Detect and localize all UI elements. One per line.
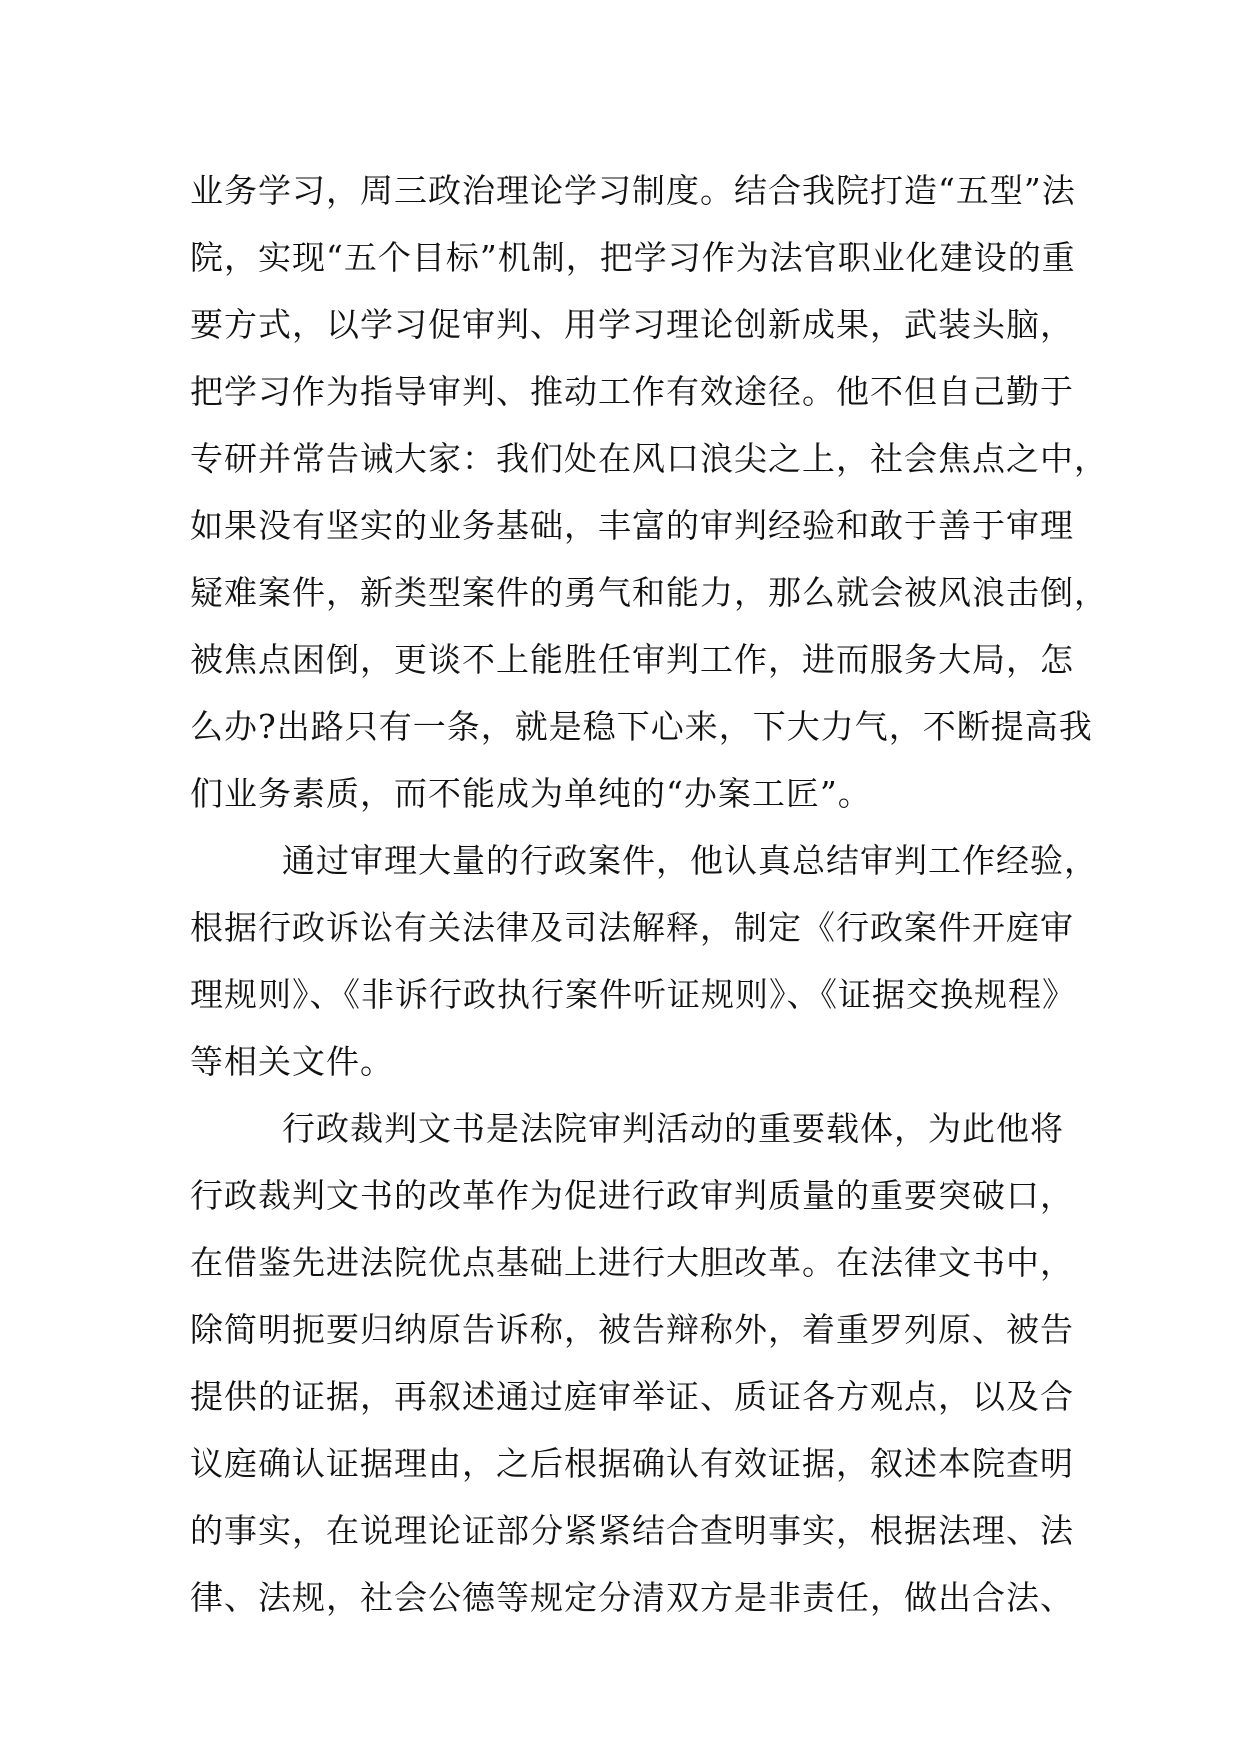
text-line-7: 疑难案件，新类型案件的勇气和能力，那么就会被风浪击倒， bbox=[190, 573, 1108, 612]
text-line-5: 专研并常告诫大家：我们处在风口浪尖之上，社会焦点之中， bbox=[190, 439, 1108, 478]
text-line-3: 要方式，以学习促审判、用学习理论创新成果，武装头脑， bbox=[190, 305, 1074, 344]
text-line-11: 通过审理大量的行政案件，他认真总结审判工作经验， bbox=[282, 841, 1098, 880]
text-line-15: 行政裁判文书是法院审判活动的重要载体，为此他将 bbox=[282, 1109, 1064, 1148]
text-line-9: 么办?出路只有一条，就是稳下心来，下大力气，不断提高我 bbox=[190, 707, 1093, 746]
text-line-10: 们业务素质，而不能成为单纯的“办案工匠”。 bbox=[190, 774, 872, 813]
text-line-19: 提供的证据，再叙述通过庭审举证、质证各方观点，以及合 bbox=[190, 1377, 1074, 1416]
text-line-8: 被焦点困倒，更谈不上能胜任审判工作，进而服务大局，怎 bbox=[190, 640, 1074, 679]
text-line-18: 除简明扼要归纳原告诉称，被告辩称外，着重罗列原、被告 bbox=[190, 1310, 1074, 1349]
text-line-4: 把学习作为指导审判、推动工作有效途径。他不但自己勤于 bbox=[190, 372, 1074, 411]
text-line-13: 理规则》、《非诉行政执行案件听证规则》、《证据交换规程》 bbox=[190, 975, 1076, 1014]
text-line-14: 等相关文件。 bbox=[190, 1042, 394, 1081]
text-line-21: 的事实，在说理论证部分紧紧结合查明事实，根据法理、法 bbox=[190, 1511, 1074, 1550]
text-line-17: 在借鉴先进法院优点基础上进行大胆改革。在法律文书中， bbox=[190, 1243, 1074, 1282]
text-line-12: 根据行政诉讼有关法律及司法解释，制定《行政案件开庭审 bbox=[190, 908, 1074, 947]
text-line-16: 行政裁判文书的改革作为促进行政审判质量的重要突破口， bbox=[190, 1176, 1074, 1215]
text-line-20: 议庭确认证据理由，之后根据确认有效证据，叙述本院查明 bbox=[190, 1444, 1074, 1483]
text-line-1: 业务学习，周三政治理论学习制度。结合我院打造“五型”法 bbox=[190, 171, 1076, 210]
text-line-22: 律、法规，社会公德等规定分清双方是非责任，做出合法、 bbox=[190, 1578, 1074, 1617]
text-line-6: 如果没有坚实的业务基础，丰富的审判经验和敢于善于审理 bbox=[190, 506, 1074, 545]
text-line-2: 院，实现“五个目标”机制，把学习作为法官职业化建设的重 bbox=[190, 238, 1076, 277]
